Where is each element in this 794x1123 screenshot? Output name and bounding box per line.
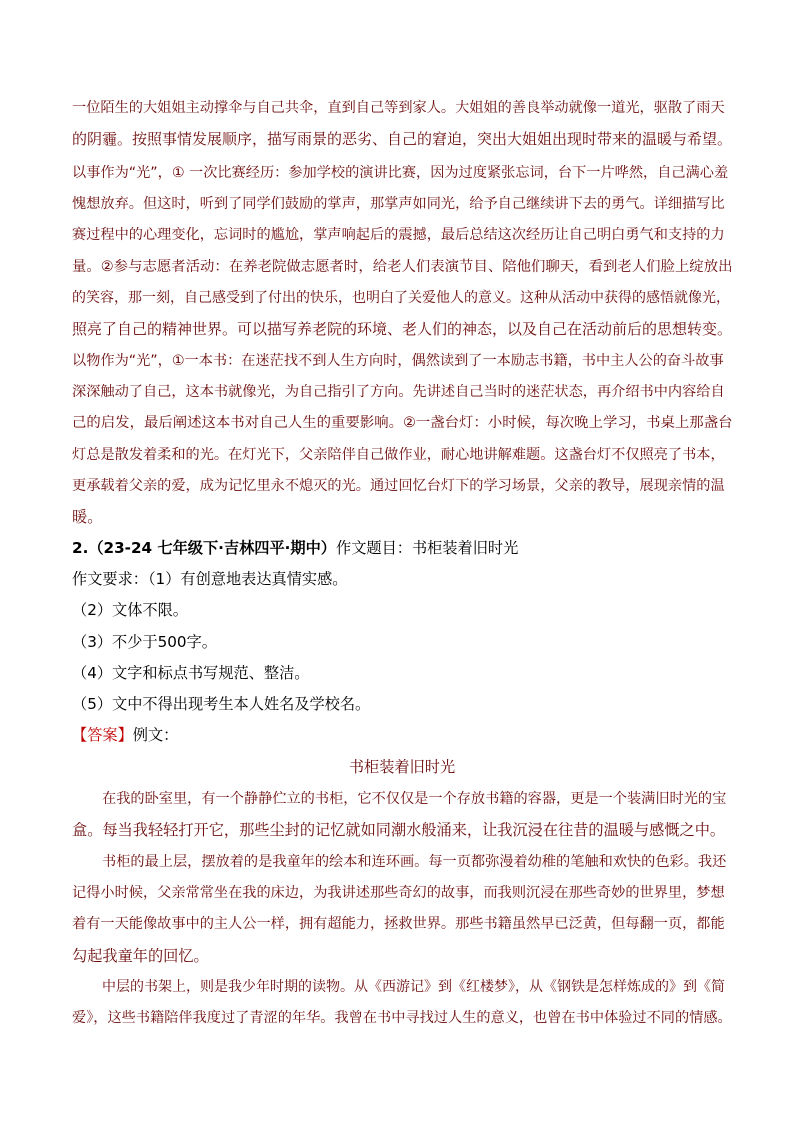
text-line: 灯总是散发着柔和的光。在灯光下，父亲陪伴自己做作业，耐心地讲解难题。这盏台灯不仅照亮了书本， [72, 446, 725, 463]
essay-paragraph-1 [72, 784, 732, 846]
requirement-line: 作文要求：（1）有创意地表达真情实感。 [72, 570, 348, 589]
essay-paragraph-3 [72, 972, 732, 1034]
requirement-line: （4）文字和标点书写规范、整洁。 [72, 663, 310, 682]
text-line: 一位陌生的大姐姐主动撑伞与自己共伞，直到自己等到家人。大姐姐的善良举动就像一道光，驱散了雨天 [72, 100, 725, 116]
question-heading [72, 533, 732, 564]
text-line: 在我的卧室里，有一个静静伫立的书柜，它不仅仅是一个存放书籍的容器，更是一个装满旧时光的宝 [102, 791, 727, 807]
text-line: 己的启发，最后阐述这本书对自己人生的重要影响。②一盏台灯：小时候，每次晚上学习，书桌上那盏台 [72, 415, 733, 432]
text-line: 书柜的最上层，摆放着的是我童年的绘本和连环画。每一页都弥漫着幼稚的笔触和欢快的色彩。我还 [102, 854, 727, 870]
answer-heading [72, 720, 732, 751]
text-line: 爱》，这些书籍陪伴我度过了青涩的年华。我曾在书中寻找过人生的意义，也曾在书中体验过不同的情感。 [72, 1010, 732, 1027]
requirement-line: （3）不少于500字。 [72, 632, 217, 651]
answer-paragraph-rain [72, 93, 732, 155]
text-line: 赛过程中的心理变化，忘词时的尴尬，掌声响起后的震撼，最后总结这次经历让自己明白勇气和支持的力 [72, 227, 725, 244]
requirement-line: （5）文中不得出现考生本人姓名及学校名。 [72, 694, 371, 713]
essay-title-block [72, 752, 732, 783]
text-line: 勾起我童年的回忆。 [72, 946, 209, 965]
answer-paragraph-events [72, 158, 732, 345]
text-line: 量。②参与志愿者活动：在养老院做志愿者时，给老人们表演节目、陪他们聊天，看到老人们脸上绽放出 [72, 258, 733, 275]
text-line: 中层的书架上，则是我少年时期的读物。从《西游记》到《红楼梦》，从《钢铁是怎样炼成的》到《简 [102, 979, 725, 995]
text-line: 更承载着父亲的爱，成为记忆里永不熄灭的光。通过回忆台灯下的学习场景，父亲的教导，展现亲情的温 [72, 477, 725, 494]
text-line: 愧想放弃。但这时，听到了同学们鼓励的掌声，那掌声如同光，给予自己继续讲下去的勇气。详细描写比 [72, 196, 725, 213]
question-source: （23-24 七年级下·吉林四平·期中） [88, 539, 336, 557]
text-line: 着有一天能像故事中的主人公一样，拥有超能力，拯救世界。那些书籍虽然早已泛黄，但每翻一页，都能 [72, 916, 725, 933]
text-line: 的笑容，那一刻，自己感受到了付出的快乐，也明白了关爱他人的意义。这种从活动中获得的感悟就像光， [72, 289, 730, 306]
text-line: 以物作为“光”，①一本书：在迷茫找不到人生方向时，偶然读到了一本励志书籍，书中主人公的奋斗故事 [72, 353, 724, 369]
text-line: 记得小时候，父亲常常坐在我的床边，为我讲述那些奇幻的故事，而我则沉浸在那些奇妙的世界里，梦想 [72, 885, 725, 902]
text-line: 暖。 [72, 507, 103, 526]
answer-tag: 【答案】 [72, 726, 133, 745]
question-number: 2. [72, 539, 89, 557]
answer-label: 例文： [132, 726, 179, 745]
essay-paragraph-2 [72, 847, 732, 972]
text-line: 照亮了自己的精神世界。可以描写养老院的环境、老人们的神态，以及自己在活动前后的思想转变。 [72, 319, 733, 338]
text-line: 深深触动了自己，这本书就像光，为自己指引了方向。先讲述自己当时的迷茫状态，再介绍书中内容给自 [72, 384, 725, 401]
answer-paragraph-objects [72, 346, 732, 533]
question-title: 作文题目：书柜装着旧时光 [336, 539, 519, 557]
requirement-line: （2）文体不限。 [72, 601, 188, 620]
text-line: 以事作为“光”，① 一次比赛经历：参加学校的演讲比赛，因为过度紧张忘词，台下一片哗然，自己满心羞 [72, 165, 729, 181]
essay-title: 书柜装着旧时光 [348, 758, 456, 776]
text-line: 的阴霾。按照事情发展顺序，描写雨景的恶劣、自己的窘迫，突出大姐姐出现时带来的温暖与希望。 [72, 130, 733, 149]
question-block [72, 533, 732, 751]
text-line: 盒。每当我轻轻打开它，那些尘封的记忆就如同潮水般涌来，让我沉浸在往昔的温暖与感慨之中。 [72, 821, 726, 840]
